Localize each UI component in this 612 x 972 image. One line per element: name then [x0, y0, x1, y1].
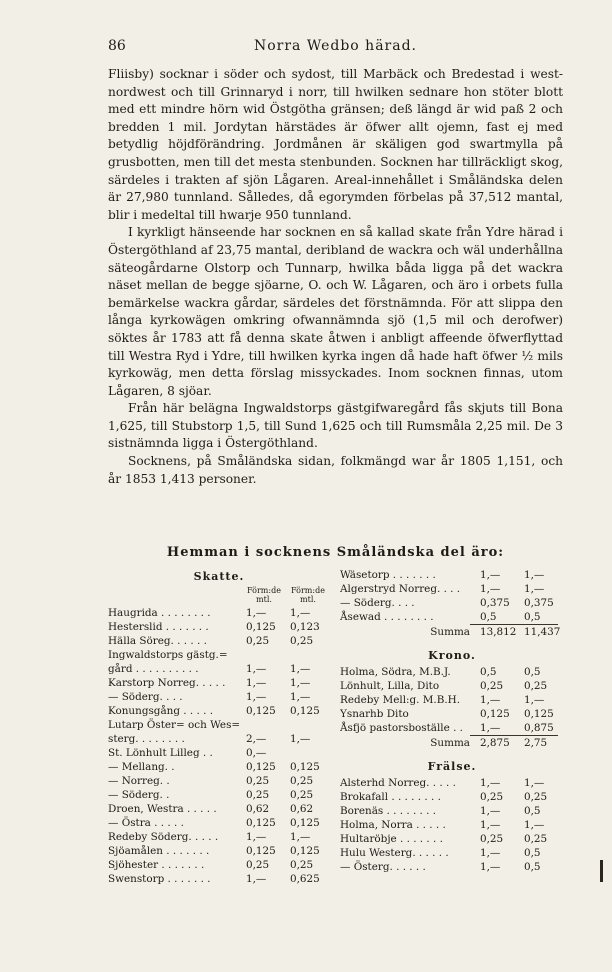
value-1: 0,5 — [480, 666, 497, 678]
value-2: 0,375 — [524, 597, 554, 609]
paragraph: Fliisby) socknar i söder och sydost, till Marbäck och Bredestad i west-nordwest och till Grinnaryd i norr, till hwilken sednare hon stöter blott med ett mindre hörn wid Östgötha gränsen; deß längd är wid paß 2 och bredden 1 mil. Jordytan härstädes är öfwer allt ojemn, fast ej med betydlig höjdförändring. Jordmånen är skäligen god swartmylla på grusbotten, men till det mesta stenbunden. Socknen har tillräckligt skog, särdeles i trakten af sjön Lågaren. Areal-innehållet i Småländska delen är 27,980 tunnland. Sålledes, då egorymden förbelas på 37,512 mantal, blir i medeltal till hwarje 950 tunnland. — [108, 67, 563, 222]
right-column — [340, 568, 564, 874]
sum-value: 2,75 — [524, 737, 548, 749]
fralse-rows — [340, 776, 564, 874]
value-2: 1,— — [524, 569, 545, 581]
table-row — [340, 693, 564, 707]
sum-label: Summa — [430, 737, 470, 749]
value-1: 1,— — [246, 607, 267, 619]
value-2: 1,— — [290, 831, 311, 843]
table-row — [108, 816, 330, 830]
value-1: 0,25 — [246, 859, 270, 871]
table-row — [340, 832, 564, 846]
page-number: 86 — [108, 38, 126, 54]
value-1: 0,125 — [246, 705, 276, 717]
row-name: Hesterslid . . . . . . . — [108, 621, 209, 633]
table-row — [340, 804, 564, 818]
row-name: — Österg. . . . . . — [340, 861, 426, 873]
value-2: 0,875 — [524, 722, 554, 734]
group-title-krono: Krono. — [428, 649, 476, 662]
row-name: Karstorp Norreg. . . . . — [108, 677, 226, 689]
value-2: 0,25 — [524, 680, 548, 692]
value-1: 0,25 — [246, 775, 270, 787]
table-row — [108, 634, 330, 648]
value-1: 0,5 — [480, 611, 497, 623]
row-name: St. Lönhult Lilleg . . — [108, 747, 213, 759]
value-1: 0,125 — [246, 761, 276, 773]
row-name: Lutarp Öster= och Wes= — [108, 719, 241, 731]
group-title-fralse: Frälse. — [427, 760, 477, 773]
value-2: 0,5 — [524, 611, 541, 623]
table-row — [108, 844, 330, 858]
table-title: Hemman i socknens Småländska del äro: — [166, 545, 505, 560]
table-row — [108, 732, 330, 746]
value-2: 1,— — [290, 607, 311, 619]
running-title: Norra Wedbo härad. — [253, 38, 417, 54]
table-row — [108, 676, 330, 690]
value-2: 0,62 — [290, 803, 314, 815]
value-2: 0,123 — [290, 621, 320, 633]
value-2: 0,25 — [290, 775, 314, 787]
table-row — [340, 679, 564, 693]
page-edge-mark — [600, 860, 603, 882]
table-row — [108, 718, 330, 732]
value-1: 1,— — [246, 663, 267, 675]
table-row — [340, 818, 564, 832]
value-2: 1,— — [290, 733, 311, 745]
table-row — [108, 830, 330, 844]
row-name: — Norreg. . — [108, 775, 170, 787]
value-2: 0,5 — [524, 666, 541, 678]
row-name: Sjöhester . . . . . . . — [108, 859, 205, 871]
value-1: 0,— — [246, 747, 267, 759]
table-row — [340, 665, 564, 679]
value-1: 1,— — [246, 831, 267, 843]
body-text — [108, 66, 563, 488]
row-name: Konungsgång . . . . . — [108, 705, 214, 717]
row-name: Algerstryd Norreg. . . . — [340, 583, 461, 595]
value-1: 1,— — [480, 722, 501, 734]
table-row — [340, 790, 564, 804]
table-row — [108, 746, 330, 760]
row-name: Borenäs . . . . . . . . — [340, 805, 437, 817]
value-1: 1,— — [480, 847, 501, 859]
table-row — [108, 704, 330, 718]
paragraph: Från här belägna Ingwaldstorps gästgifwaregård fås skjuts till Bona 1,625, till Stubstorp 1,5, till Sund 1,625 och till Rumsmåla 2,25 mil. De 3 sistnämnda ligga i Östergöthland. — [108, 401, 563, 451]
row-name: — Mellang. . — [108, 761, 175, 773]
table-row — [340, 568, 564, 582]
value-2: 1,— — [524, 819, 545, 831]
value-1: 0,125 — [246, 817, 276, 829]
table-row — [340, 582, 564, 596]
value-1: 0,25 — [480, 791, 504, 803]
value-2: 1,— — [524, 777, 545, 789]
table-row — [108, 760, 330, 774]
krono-rows — [340, 665, 564, 735]
column-headers — [108, 586, 330, 604]
table-row — [340, 721, 564, 735]
value-1: 1,— — [480, 569, 501, 581]
row-name: Wäsetorp . . . . . . . — [340, 569, 436, 581]
value-1: 1,— — [246, 691, 267, 703]
sum-value: 13,812 — [480, 626, 517, 638]
row-name: Brokafall . . . . . . . . — [340, 791, 441, 803]
value-2: 0,25 — [290, 789, 314, 801]
paragraph: I kyrkligt hänseende har socknen en så kallad skate från Ydre härad i Östergöthland af 23,75 mantal, deribland de wackra och wäl underhållna säteogårdarne Olstorp och Tunnarp, hwilka båda ligga på det wackra näset mellan de begge sjöarne, O. och W. Lågaren, och äro i orbets fulla bemärkelse wackra gårdar, särdeles det förstnämnda. För att slippa den långa kyrkowägen omkring ofwannämnda sjö (1,5 mil och derofwer) söktes år 1783 att få denna skate åtwen i anbligt affeende öfwerflyttad till Westra Ryd i Ydre, till hwilken kyrka ingen då hade haft öfwer ½ mils kyrkowäg, men detta förslag missyckades. Inom socknen finnas, utom Lågaren, 8 sjöar. — [108, 225, 563, 398]
table-row — [340, 846, 564, 860]
row-name: — Söderg. . — [108, 789, 170, 801]
table-row — [108, 774, 330, 788]
table-row — [108, 606, 330, 620]
table-row — [340, 707, 564, 721]
row-name: Ingwaldstorps gästg.= — [108, 649, 228, 661]
value-2: 1,— — [290, 677, 311, 689]
row-name: Droen, Westra . . . . . — [108, 803, 217, 815]
value-2: 0,25 — [290, 859, 314, 871]
value-1: 0,25 — [246, 635, 270, 647]
value-1: 0,25 — [480, 680, 504, 692]
column-header: Förm:de mtl. — [247, 586, 281, 604]
value-2: 0,125 — [524, 708, 554, 720]
row-name: — Söderg. . . . — [108, 691, 183, 703]
row-name: gård . . . . . . . . . . — [108, 663, 199, 675]
skatte-rows-continued — [340, 568, 564, 624]
value-2: 0,25 — [524, 791, 548, 803]
value-1: 0,25 — [246, 789, 270, 801]
column-header: Förm:de mtl. — [291, 586, 325, 604]
table-row — [108, 858, 330, 872]
row-name: Redeby Söderg. . . . . — [108, 831, 219, 843]
row-name: Holma, Södra, M.B.J. — [340, 666, 451, 678]
table-row — [108, 620, 330, 634]
value-1: 1,— — [480, 819, 501, 831]
value-2: 1,— — [524, 583, 545, 595]
value-2: 0,5 — [524, 805, 541, 817]
value-1: 0,25 — [480, 833, 504, 845]
row-name: Åsewad . . . . . . . . — [340, 611, 434, 623]
row-name: Hälla Söreg. . . . . . — [108, 635, 207, 647]
table-row — [340, 596, 564, 610]
value-2: 0,625 — [290, 873, 320, 885]
group-title-skatte: Skatte. — [193, 570, 245, 583]
left-column — [108, 568, 330, 886]
value-2: 0,5 — [524, 861, 541, 873]
value-2: 0,125 — [290, 845, 320, 857]
sum-row — [340, 736, 564, 750]
left-rows — [108, 606, 330, 886]
value-2: 1,— — [524, 694, 545, 706]
row-name: Ysnarhb Dito — [340, 708, 409, 720]
table-row — [108, 690, 330, 704]
value-1: 0,375 — [480, 597, 510, 609]
value-1: 1,— — [246, 677, 267, 689]
value-1: 0,62 — [246, 803, 270, 815]
row-name: Hulu Westerg. . . . . . — [340, 847, 449, 859]
value-2: 0,5 — [524, 847, 541, 859]
table-row — [108, 872, 330, 886]
paragraph: Socknens, på Småländska sidan, folkmängd war år 1805 1,151, och år 1853 1,413 personer. — [108, 454, 563, 486]
row-name: Lönhult, Lilla, Dito — [340, 680, 440, 692]
table-row — [108, 648, 330, 662]
value-1: 1,— — [246, 873, 267, 885]
value-2: 0,125 — [290, 817, 320, 829]
value-1: 0,125 — [246, 845, 276, 857]
value-1: 1,— — [480, 777, 501, 789]
value-2: 0,25 — [290, 635, 314, 647]
row-name: sterg. . . . . . . . — [108, 733, 185, 745]
row-name: — Söderg. . . . — [340, 597, 415, 609]
row-name: — Östra . . . . . — [108, 817, 184, 829]
row-name: Holma, Norra . . . . . — [340, 819, 446, 831]
value-1: 1,— — [480, 861, 501, 873]
value-2: 0,25 — [524, 833, 548, 845]
table-row — [108, 802, 330, 816]
value-1: 1,— — [480, 583, 501, 595]
value-2: 0,125 — [290, 705, 320, 717]
sum-row — [340, 625, 564, 639]
table-row — [108, 662, 330, 676]
table-row — [108, 788, 330, 802]
row-name: Redeby Mell:g. M.B.H. — [340, 694, 461, 706]
sum-value: 11,437 — [524, 626, 561, 638]
row-name: Sjöamålen . . . . . . . — [108, 845, 210, 857]
sum-value: 2,875 — [480, 737, 510, 749]
table-row — [340, 776, 564, 790]
row-name: Hultaröbje . . . . . . . — [340, 833, 443, 845]
value-1: 2,— — [246, 733, 267, 745]
page-header — [108, 38, 563, 58]
table-row — [340, 610, 564, 624]
row-name: Åsfjö pastorsboställe . . — [340, 722, 463, 734]
value-2: 1,— — [290, 691, 311, 703]
table-row — [340, 860, 564, 874]
value-1: 0,125 — [246, 621, 276, 633]
value-1: 1,— — [480, 805, 501, 817]
value-1: 0,125 — [480, 708, 510, 720]
row-name: Haugrida . . . . . . . . — [108, 607, 211, 619]
value-1: 1,— — [480, 694, 501, 706]
row-name: Swenstorp . . . . . . . — [108, 873, 211, 885]
value-2: 0,125 — [290, 761, 320, 773]
row-name: Alsterhd Norreg. . . . . — [340, 777, 456, 789]
sum-label: Summa — [430, 626, 470, 638]
value-2: 1,— — [290, 663, 311, 675]
